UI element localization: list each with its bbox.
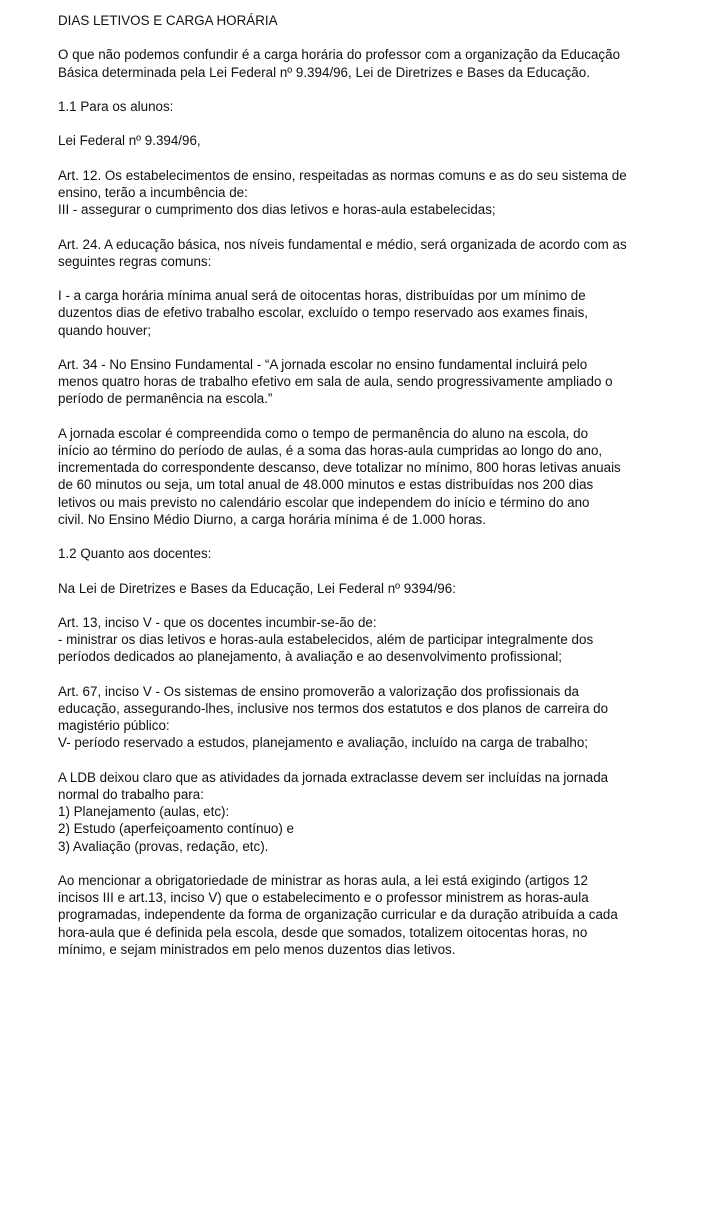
text-line: Art. 13, inciso V - que os docentes incumbir-se-ão de: (58, 614, 377, 630)
text-line: I - a carga horária mínima anual será de oitocentas horas, distribuídas por um mínimo de (58, 288, 586, 304)
paragraph (58, 545, 694, 562)
text-line: DIAS LETIVOS E CARGA HORÁRIA (58, 13, 278, 28)
text-line: 2) Estudo (aperfeiçoamento contínuo) e (58, 821, 294, 837)
text-line: incrementada do correspondente descanso, deve totalizar no mínimo, 800 horas letivas anuais (58, 460, 621, 476)
text-line: mínimo, e sejam ministrados em pelo menos duzentos dias letivos. (58, 941, 456, 957)
text-line: Na Lei de Diretrizes e Bases da Educação, Lei Federal nº 9394/96: (58, 580, 456, 596)
text-line: Básica determinada pela Lei Federal nº 9.394/96, Lei de Diretrizes e Bases da Educação. (58, 64, 590, 80)
text-line: início ao término do período de aulas, é a soma das horas-aula cumpridas ao longo do ano, (58, 442, 603, 458)
paragraph (58, 167, 694, 219)
text-line: seguintes regras comuns: (58, 253, 212, 269)
text-line: Art. 67, inciso V - Os sistemas de ensino promoverão a valorização dos profissionais da (58, 683, 579, 699)
paragraph (58, 769, 694, 855)
text-line: letivos ou mais previsto no calendário escolar que independem do início e término do ano (58, 494, 590, 510)
text-line: civil. No Ensino Médio Diurno, a carga horária mínima é de 1.000 horas. (58, 511, 486, 527)
text-line: 3) Avaliação (provas, redação, etc). (58, 838, 269, 854)
text-line: Art. 24. A educação básica, nos níveis fundamental e médio, será organizada de acordo com as (58, 236, 627, 252)
text-line: hora-aula que é definida pela escola, desde que somados, totalizem oitocentas horas, no (58, 924, 588, 940)
paragraph (58, 287, 694, 339)
paragraph (58, 683, 694, 752)
paragraph (58, 132, 694, 149)
text-line: 1) Planejamento (aulas, etc): (58, 804, 230, 820)
text-line: magistério público: (58, 718, 170, 734)
paragraph (58, 236, 694, 270)
text-line: duzentos dias de efetivo trabalho escolar, excluído o tempo reservado aos exames finais, (58, 305, 588, 321)
text-line: A jornada escolar é compreendida como o tempo de permanência do aluno na escola, do (58, 425, 589, 441)
text-line: O que não podemos confundir é a carga horária do professor com a organização da Educação (58, 47, 621, 63)
paragraph (58, 872, 694, 958)
text-line: períodos dedicados ao planejamento, à avaliação e ao desenvolvimento profissional; (58, 649, 562, 665)
text-line: educação, assegurando-lhes, inclusive nos termos dos estatutos e dos planos de carreira do (58, 700, 609, 716)
text-line: ensino, terão a incumbência de: (58, 184, 248, 200)
text-line: menos quatro horas de trabalho efetivo em sala de aula, sendo progressivamente ampliado o (58, 374, 613, 390)
paragraph (58, 356, 694, 408)
text-line: normal do trabalho para: (58, 786, 204, 802)
text-line: 1.1 Para os alunos: (58, 98, 174, 114)
text-line: Ao mencionar a obrigatoriedade de ministrar as horas aula, a lei está exigindo (artigos 12 (58, 872, 588, 888)
text-line: - ministrar os dias letivos e horas-aula estabelecidos, além de participar integralmente dos (58, 632, 594, 648)
document-title (58, 12, 694, 29)
text-line: período de permanência na escola.” (58, 391, 273, 407)
paragraph (58, 46, 694, 80)
text-line: V- período reservado a estudos, planejamento e avaliação, incluído na carga de trabalho; (58, 735, 589, 751)
paragraph (58, 98, 694, 115)
text-line: de 60 minutos ou seja, um total anual de 48.000 minutos e estas distribuídas nos 200 dias (58, 477, 594, 493)
text-line: A LDB deixou claro que as atividades da jornada extraclasse devem ser incluídas na jornada (58, 769, 609, 785)
text-line: Lei Federal nº 9.394/96, (58, 133, 201, 149)
document-body (58, 12, 694, 958)
text-line: Art. 34 - No Ensino Fundamental - “A jornada escolar no ensino fundamental incluirá pelo (58, 356, 588, 372)
text-line: quando houver; (58, 322, 152, 338)
text-line: III - assegurar o cumprimento dos dias letivos e horas-aula estabelecidas; (58, 202, 496, 218)
paragraph (58, 580, 694, 597)
text-line: 1.2 Quanto aos docentes: (58, 546, 212, 562)
text-line: Art. 12. Os estabelecimentos de ensino, respeitadas as normas comuns e as do seu sistema de (58, 167, 627, 183)
paragraph (58, 425, 694, 528)
text-line: programadas, independente da forma de organização curricular e da duração atribuída a cada (58, 907, 618, 923)
paragraph (58, 614, 694, 666)
text-line: incisos III e art.13, inciso V) que o estabelecimento e o professor ministrem as horas-aula (58, 890, 589, 906)
